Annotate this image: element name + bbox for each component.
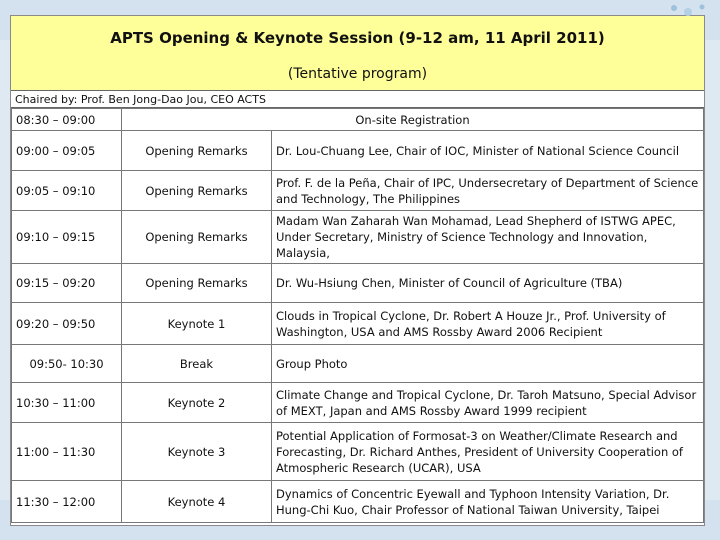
time-cell: 09:10 – 09:15 [12,211,122,264]
time-cell: 11:00 – 11:30 [12,423,122,481]
item-cell: Break [122,345,272,383]
time-cell: 10:30 – 11:00 [12,383,122,423]
description-cell: Dr. Lou-Chuang Lee, Chair of IOC, Minister of National Science Council [272,131,704,171]
time-cell: 08:30 – 09:00 [12,109,122,131]
program-subtitle: (Tentative program) [287,66,428,82]
item-cell: Keynote 3 [122,423,272,481]
item-cell: Keynote 1 [122,303,272,345]
table-row [12,171,704,211]
table-row [12,303,704,345]
title-box [11,16,704,91]
table-row [12,211,704,264]
table-row [12,423,704,481]
table-row [12,131,704,171]
time-cell: 09:20 – 09:50 [12,303,122,345]
description-cell: Dynamics of Concentric Eyewall and Typhoon Intensity Variation, Dr. Hung-Chi Kuo, Chair Professor of National Taiwan University, Taipei [272,481,704,523]
item-cell: Keynote 2 [122,383,272,423]
table-row [12,109,704,131]
time-cell: 09:50- 10:30 [12,345,122,383]
item-cell: Opening Remarks [122,211,272,264]
item-cell: Opening Remarks [122,171,272,211]
chair-line: Chaired by: Prof. Ben Jong-Dao Jou, CEO ACTS [11,91,704,108]
description-cell: Climate Change and Tropical Cyclone, Dr. Taroh Matsuno, Special Advisor of MEXT, Japan and AMS Rossby Award 1999 recipient [272,383,704,423]
item-cell: Opening Remarks [122,264,272,303]
time-cell: 09:00 – 09:05 [12,131,122,171]
program-slide [10,15,705,526]
description-cell: Prof. F. de la Peña, Chair of IPC, Undersecretary of Department of Science and Technology, The Philippines [272,171,704,211]
description-cell: Dr. Wu-Hsiung Chen, Minister of Council of Agriculture (TBA) [272,264,704,303]
description-cell: Clouds in Tropical Cyclone, Dr. Robert A Houze Jr., Prof. University of Washington, USA and AMS Rossby Award 2006 Recipient [272,303,704,345]
program-title: APTS Opening & Keynote Session (9-12 am, 11 April 2011) [110,29,605,47]
item-cell: Opening Remarks [122,131,272,171]
program-table [11,108,704,523]
table-row [12,481,704,523]
description-cell: Group Photo [272,345,704,383]
description-cell: Madam Wan Zaharah Wan Mohamad, Lead Shepherd of ISTWG APEC, Under Secretary, Ministry of Science Technology and Innovation, Malaysia, [272,211,704,264]
table-row [12,264,704,303]
time-cell: 11:30 – 12:00 [12,481,122,523]
time-cell: 09:15 – 09:20 [12,264,122,303]
description-cell: Potential Application of Formosat-3 on Weather/Climate Research and Forecasting, Dr. Richard Anthes, President of University Cooperation of Atmospheric Research (UCAR), USA [272,423,704,481]
registration-cell: On-site Registration [122,109,704,131]
table-row [12,383,704,423]
table-row [12,345,704,383]
time-cell: 09:05 – 09:10 [12,171,122,211]
corner-decoration-icon [654,2,714,22]
item-cell: Keynote 4 [122,481,272,523]
